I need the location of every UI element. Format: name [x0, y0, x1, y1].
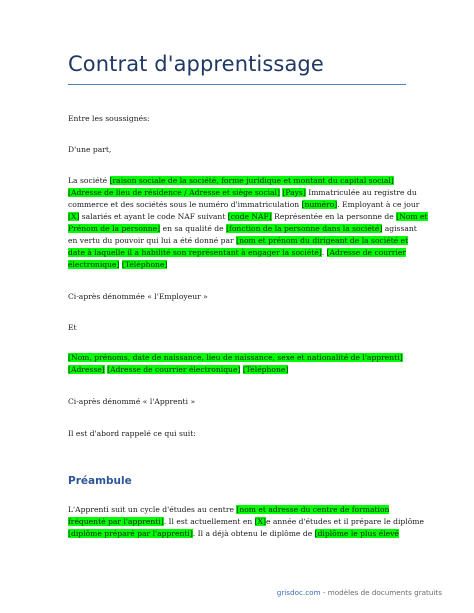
footer	[277, 588, 442, 597]
title-divider	[68, 84, 406, 85]
placeholder-representative-role: [fonction de la personne dans la société]	[226, 224, 383, 233]
placeholder-country: [Pays]	[282, 188, 306, 197]
document-title: Contrat d'apprentissage	[68, 52, 324, 76]
placeholder-company-phone: [Téléphone]	[121, 260, 168, 269]
company-line-1: La société [raison sociale de la société, forme juridique et montant du capital social]	[68, 176, 394, 185]
preamble-line-3: [diplôme préparé par l'apprenti]. Il a déjà obtenu le diplôme de [diplôme le plus élevé	[68, 529, 399, 538]
apprentice-label: Ci-après dénommé « l'Apprenti »	[68, 397, 196, 406]
placeholder-representative-name: [Nom et	[396, 212, 428, 221]
placeholder-apprentice-phone: [Téléphone]	[242, 365, 289, 374]
company-line-6: en vertu du pouvoir qui lui a été donné par [nom et prénom du dirigeant de la société et	[68, 236, 409, 245]
placeholder-company-email-cont: électronique]	[68, 260, 120, 269]
company-line-7: date à laquelle il a habilité son représentant à engager la société]. [Adresse de courrier	[68, 248, 406, 257]
placeholder-naf-code: [code NAF]	[227, 212, 272, 221]
placeholder-registration-number: [numéro]	[301, 200, 338, 209]
placeholder-representative-name-cont: Prénom de la personne]	[68, 224, 161, 233]
apprentice-line-1	[68, 352, 406, 364]
placeholder-apprentice-email: [Adresse de courrier électronique]	[107, 365, 241, 374]
section-heading-preambule: Préambule	[68, 475, 132, 487]
placeholder-employee-count: [X]	[68, 212, 80, 221]
recall-line: Il est d'abord rappelé ce qui suit:	[68, 429, 196, 438]
employer-label: Ci-après dénommée « l'Employeur »	[68, 292, 208, 301]
placeholder-training-center-cont: fréquenté par l'apprenti]	[68, 517, 164, 526]
company-line-2: [Adresse de lieu de résidence / Adresse et siège social] [Pays] Immatriculée au registre du	[68, 188, 417, 197]
placeholder-director-name-cont: date à laquelle il a habilité son représentant à engager la société]	[68, 248, 322, 257]
company-line-3: commerce et des sociétés sous le numéro d'immatriculation [numéro]. Employant à ce jour	[68, 200, 420, 209]
placeholder-apprentice-address: [Adresse]	[68, 365, 105, 374]
footer-site-link[interactable]: grisdoc.com	[276, 588, 321, 597]
footer-text: - modèles de documents gratuits	[320, 588, 442, 597]
placeholder-apprentice-identity: [Nom, prénoms, date de naissance, lieu de naissance, sexe et nationalité de l'apprenti]	[68, 353, 403, 362]
company-line-8	[68, 259, 406, 271]
placeholder-training-center: [nom et adresse du centre de formation	[236, 505, 390, 514]
company-line-5: Prénom de la personne] en sa qualité de [fonction de la personne dans la société] agissant	[68, 224, 417, 233]
placeholder-study-year: [X]	[254, 517, 266, 526]
and-line: Et	[68, 323, 77, 332]
intro-line: Entre les soussignés:	[68, 114, 150, 123]
placeholder-prepared-diploma: [diplôme préparé par l'apprenti]	[68, 529, 193, 538]
apprentice-line-2	[68, 364, 406, 376]
placeholder-director-name: [nom et prénom du dirigeant de la société et	[236, 236, 409, 245]
placeholder-company-name: [raison sociale de la société, forme juridique et montant du capital social]	[109, 176, 394, 185]
preamble-line-1: L'Apprenti suit un cycle d'études au centre [nom et adresse du centre de formation	[68, 505, 390, 514]
company-line-4: [X] salariés et ayant le code NAF suivant [code NAF] Représentée en la personne de [Nom et	[68, 212, 428, 221]
preamble-line-2: fréquenté par l'apprenti]. Il est actuellement en [X]e année d'études et il prépare le diplôme	[68, 517, 424, 526]
placeholder-company-email: [Adresse de courrier	[326, 248, 406, 257]
placeholder-company-address: [Adresse de lieu de résidence / Adresse et siège social]	[68, 188, 280, 197]
placeholder-highest-diploma: [diplôme le plus élevé	[314, 529, 399, 538]
part-one-line: D'une part,	[68, 145, 112, 154]
